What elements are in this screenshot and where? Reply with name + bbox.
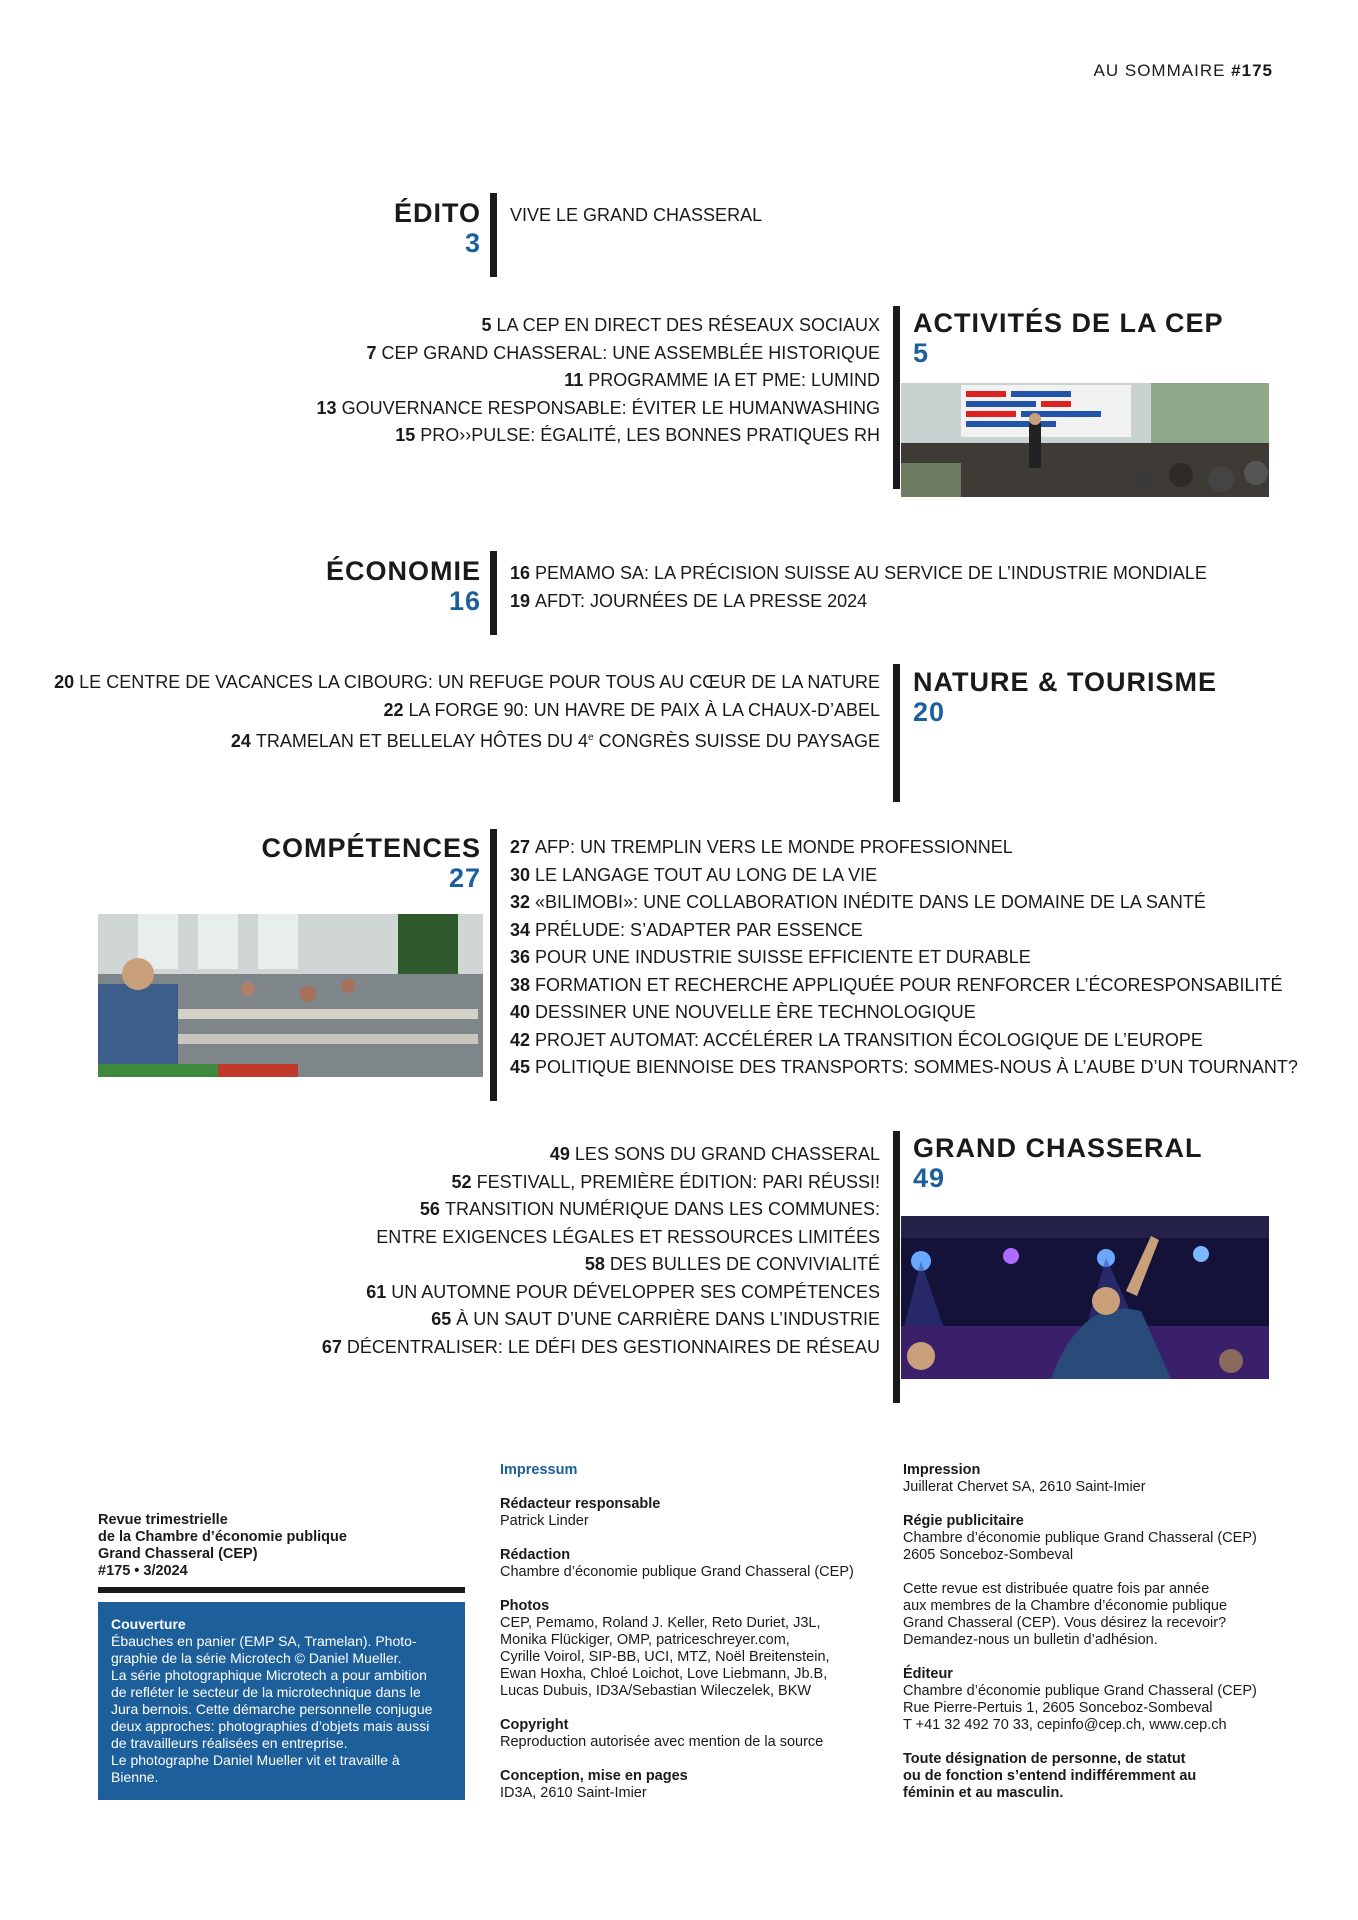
toc-item-text: LA FORGE 90: UN HAVRE DE PAIX À LA CHAUX-D’ABEL	[408, 699, 880, 720]
toc-item-text: DES BULLES DE CONVIVIALITÉ	[609, 1254, 880, 1274]
impressum-text: Demandez-nous un bulletin d’adhésion.	[903, 1632, 1158, 1648]
couverture-title: Couverture	[111, 1616, 186, 1632]
toc-item[interactable]	[510, 999, 1298, 1027]
toc-item-text: POLITIQUE BIENNOISE DES TRANSPORTS: SOMMES-NOUS À L’AUBE D’UN TOURNANT?	[535, 1057, 1298, 1077]
conference-speaker-photo	[901, 383, 1269, 497]
section-competences-list	[510, 834, 1298, 1082]
toc-page: 24	[230, 731, 251, 751]
toc-page: 58	[584, 1254, 605, 1274]
toc-item[interactable]	[510, 1054, 1298, 1082]
toc-item-text: GOUVERNANCE RESPONSABLE: ÉVITER LE HUMANWASHING	[341, 397, 880, 418]
section-divider	[490, 551, 497, 635]
impressum-heading: Régie publicitaire	[903, 1513, 1024, 1529]
impressum-heading: Éditeur	[903, 1666, 953, 1682]
impressum-text: Chambre d’économie publique Grand Chasseral (CEP)	[903, 1530, 1257, 1546]
impressum-column-2	[903, 1462, 1257, 1802]
section-nature-heading	[913, 667, 1217, 727]
concert-stage-photo	[901, 1216, 1269, 1379]
impressum-text: Juillerat Chervet SA, 2610 Saint-Imier	[903, 1479, 1146, 1495]
impressum-text: Reproduction autorisée avec mention de la source	[500, 1734, 824, 1750]
impressum-heading: Conception, mise en pages	[500, 1768, 688, 1784]
toc-item-text: PROGRAMME IA ET PME: LUMIND	[588, 370, 880, 390]
toc-page: 38	[510, 974, 531, 995]
toc-page: 16	[510, 563, 531, 583]
toc-item-text: CEP GRAND CHASSERAL: UNE ASSEMBLÉE HISTORIQUE	[381, 342, 880, 363]
revue-line: Revue trimestrielle	[98, 1512, 228, 1528]
impressum-text: CEP, Pemamo, Roland J. Keller, Reto Duriet, J3L,	[500, 1615, 821, 1631]
toc-page: 42	[510, 1029, 531, 1050]
section-divider	[490, 193, 497, 277]
toc-page: 65	[431, 1309, 452, 1329]
toc-page: 13	[316, 397, 337, 418]
section-page: 20	[913, 697, 946, 727]
toc-item[interactable]	[510, 889, 1298, 917]
toc-page: 30	[510, 864, 531, 885]
toc-item-text: TRAMELAN ET BELLELAY HÔTES DU 4	[255, 731, 589, 751]
toc-item-text: FORMATION ET RECHERCHE APPLIQUÉE POUR RENFORCER L’ÉCORESPONSABILITÉ	[535, 974, 1283, 995]
toc-item[interactable]	[317, 395, 880, 423]
couverture-line: La série photographique Microtech a pour ambition	[111, 1667, 427, 1683]
revue-line: Grand Chasseral (CEP)	[98, 1546, 258, 1562]
impressum-heading: Impression	[903, 1462, 981, 1478]
section-title: ACTIVITÉS DE LA CEP	[913, 308, 1224, 338]
toc-item[interactable]	[54, 724, 880, 756]
toc-item-text: VIVE LE GRAND CHASSERAL	[510, 205, 763, 225]
section-grand-chasseral-heading	[913, 1133, 1203, 1193]
toc-page: 22	[383, 699, 404, 720]
toc-item[interactable]	[322, 1306, 880, 1334]
section-page: 3	[464, 228, 481, 258]
section-activites-list	[317, 312, 880, 450]
toc-page: 27	[510, 837, 531, 857]
toc-page: 49	[549, 1144, 570, 1164]
header-label: AU SOMMAIRE	[1093, 61, 1226, 80]
toc-item-text: AFP: UN TREMPLIN VERS LE MONDE PROFESSIONNEL	[535, 837, 1013, 857]
toc-item-sup: e	[588, 732, 594, 743]
toc-page: 11	[564, 370, 584, 390]
toc-item[interactable]	[510, 560, 1207, 588]
impressum-text: 2605 Sonceboz-Sombeval	[903, 1547, 1074, 1563]
impressum-notice: ou de fonction s’entend indifféremment au	[903, 1768, 1197, 1784]
toc-item-text: ENTRE EXIGENCES LÉGALES ET RESSOURCES LIMITÉES	[376, 1226, 880, 1247]
impressum-column-1	[500, 1462, 854, 1802]
couverture-line: deux approches: photographies d’objets mais aussi	[111, 1718, 430, 1734]
toc-item[interactable]	[510, 588, 1207, 616]
toc-item-text: AFDT: JOURNÉES DE LA PRESSE 2024	[535, 590, 868, 611]
toc-item-text: CONGRÈS SUISSE DU PAYSAGE	[593, 731, 880, 751]
toc-item[interactable]	[317, 422, 880, 450]
toc-item[interactable]	[510, 944, 1298, 972]
toc-item-text: DÉCENTRALISER: LE DÉFI DES GESTIONNAIRES DE RÉSEAU	[346, 1336, 880, 1357]
couverture-line: Ébauches en panier (EMP SA, Tramelan). Photo-	[111, 1633, 417, 1649]
toc-item-text: LES SONS DU GRAND CHASSERAL	[574, 1144, 880, 1164]
toc-page: 15	[395, 425, 416, 445]
section-divider	[893, 664, 900, 802]
section-title: COMPÉTENCES	[261, 833, 481, 863]
toc-item-text: PROJET AUTOMAT: ACCÉLÉRER LA TRANSITION ÉCOLOGIQUE DE L’EUROPE	[535, 1029, 1203, 1050]
section-page: 16	[448, 586, 481, 616]
toc-page: 7	[366, 342, 377, 363]
revue-issue: #175 • 3/2024	[98, 1563, 188, 1579]
toc-item-text: LE LANGAGE TOUT AU LONG DE LA VIE	[535, 864, 878, 885]
toc-item-text: PEMAMO SA: LA PRÉCISION SUISSE AU SERVICE DE L’INDUSTRIE MONDIALE	[535, 563, 1207, 583]
impressum-text: T +41 32 492 70 33, cepinfo@cep.ch, www.cep.ch	[903, 1717, 1227, 1733]
section-competences-heading	[261, 833, 481, 893]
impressum-heading: Rédacteur responsable	[500, 1496, 661, 1512]
section-page: 27	[448, 863, 481, 893]
toc-page: 67	[321, 1336, 342, 1357]
impressum-text: Ewan Hoxha, Chloé Loichot, Love Liebmann, Jb.B,	[500, 1666, 828, 1682]
impressum-text: Chambre d’économie publique Grand Chasseral (CEP)	[500, 1564, 854, 1580]
couverture-line: graphie de la série Microtech © Daniel Mueller.	[111, 1650, 402, 1666]
impressum-text: aux membres de la Chambre d’économie publique	[903, 1598, 1228, 1614]
impressum-heading: Photos	[500, 1598, 550, 1614]
toc-item[interactable]	[510, 917, 1298, 945]
toc-item[interactable]	[510, 862, 1298, 890]
toc-item-text: PRO››PULSE: ÉGALITÉ, LES BONNES PRATIQUES RH	[420, 425, 880, 445]
section-title: GRAND CHASSERAL	[913, 1133, 1203, 1163]
toc-item-text: POUR UNE INDUSTRIE SUISSE EFFICIENTE ET DURABLE	[535, 947, 1031, 967]
couverture-box	[98, 1602, 465, 1800]
toc-item[interactable]	[54, 697, 880, 725]
toc-page: 52	[451, 1171, 472, 1192]
revue-info	[98, 1512, 347, 1580]
section-title: ÉCONOMIE	[325, 556, 481, 586]
couverture-line: Le photographe Daniel Mueller vit et travaille à	[111, 1752, 400, 1768]
impressum-text: Cette revue est distribuée quatre fois par année	[903, 1581, 1210, 1597]
toc-page: 36	[510, 947, 531, 967]
toc-item[interactable]	[322, 1224, 880, 1252]
section-page: 49	[913, 1163, 946, 1193]
toc-page: 5	[481, 315, 492, 335]
toc-item-text: À UN SAUT D’UNE CARRIÈRE DANS L’INDUSTRIE	[456, 1309, 880, 1329]
toc-item[interactable]	[510, 972, 1298, 1000]
toc-item[interactable]	[317, 367, 880, 395]
couverture-line: de travailleurs réalisées en entreprise.	[111, 1735, 348, 1751]
impressum-text: Grand Chasseral (CEP). Vous désirez la recevoir?	[903, 1615, 1227, 1631]
toc-item-text: TRANSITION NUMÉRIQUE DANS LES COMMUNES:	[444, 1199, 880, 1219]
impressum-text: Cyrille Voirol, SIP-BB, UCI, MTZ, Noël Breitenstein,	[500, 1649, 830, 1665]
toc-page: 45	[510, 1057, 531, 1077]
toc-item[interactable]	[54, 669, 880, 697]
revue-divider	[98, 1587, 465, 1593]
couverture-line: Jura bernois. Cette démarche personnelle conjugue	[111, 1701, 433, 1717]
toc-item[interactable]	[322, 1334, 880, 1362]
toc-page: 20	[54, 672, 75, 692]
couverture-line: Bienne.	[111, 1769, 159, 1785]
impressum-text: Rue Pierre-Pertuis 1, 2605 Sonceboz-Sombeval	[903, 1700, 1213, 1716]
toc-item[interactable]	[322, 1196, 880, 1224]
toc-item-text: FESTIVALL, PREMIÈRE ÉDITION: PARI RÉUSSI!	[476, 1171, 880, 1192]
impressum-heading: Copyright	[500, 1717, 569, 1733]
section-activites-heading	[913, 308, 1224, 368]
impressum-text: ID3A, 2610 Saint-Imier	[500, 1785, 647, 1801]
workshop-classroom-photo	[98, 914, 483, 1077]
issue-number: #175	[1231, 61, 1273, 80]
toc-item[interactable]	[322, 1279, 880, 1307]
toc-page: 19	[510, 590, 531, 611]
toc-page: 56	[419, 1199, 440, 1219]
section-divider	[893, 1131, 900, 1403]
toc-item[interactable]	[510, 834, 1298, 862]
section-nature-list	[54, 669, 880, 756]
toc-item[interactable]	[317, 340, 880, 368]
impressum-notice: Toute désignation de personne, de statut	[903, 1751, 1186, 1767]
section-page: 5	[913, 338, 930, 368]
toc-item-text: PRÉLUDE: S’ADAPTER PAR ESSENCE	[535, 919, 863, 940]
toc-item[interactable]	[322, 1251, 880, 1279]
impressum-text: Lucas Dubuis, ID3A/Sebastian Wileczelek, BKW	[500, 1683, 812, 1699]
toc-page: 34	[510, 919, 531, 940]
impressum-text: Monika Flückiger, OMP, patriceschreyer.com,	[500, 1632, 790, 1648]
impressum-heading: Rédaction	[500, 1547, 571, 1563]
impressum-text: Chambre d’économie publique Grand Chasseral (CEP)	[903, 1683, 1257, 1699]
toc-item[interactable]	[510, 202, 762, 230]
section-divider	[893, 306, 900, 489]
revue-line: de la Chambre d’économie publique	[98, 1529, 347, 1545]
toc-page: 40	[510, 1002, 531, 1022]
section-grand-chasseral-list	[322, 1141, 880, 1361]
toc-item-text: UN AUTOMNE POUR DÉVELOPPER SES COMPÉTENCES	[391, 1281, 880, 1302]
toc-item-text: DESSINER UNE NOUVELLE ÈRE TECHNOLOGIQUE	[535, 1002, 976, 1022]
toc-item[interactable]	[317, 312, 880, 340]
toc-item[interactable]	[322, 1141, 880, 1169]
section-title: NATURE & TOURISME	[913, 667, 1218, 697]
toc-item-text: LE CENTRE DE VACANCES LA CIBOURG: UN REFUGE POUR TOUS AU CŒUR DE LA NATURE	[79, 672, 880, 692]
section-divider	[490, 829, 497, 1101]
toc-item[interactable]	[322, 1169, 880, 1197]
section-edito-heading	[394, 198, 481, 258]
impressum-notice: féminin et au masculin.	[903, 1785, 1064, 1801]
section-economie-heading	[326, 556, 481, 616]
couverture-line: de refléter le secteur de la microtechnique dans le	[111, 1684, 421, 1700]
impressum-title: Impressum	[500, 1462, 578, 1478]
impressum-text: Patrick Linder	[500, 1513, 589, 1529]
toc-page: 32	[510, 892, 531, 912]
toc-item-text: «BILIMOBI»: UNE COLLABORATION INÉDITE DANS LE DOMAINE DE LA SANTÉ	[535, 892, 1206, 912]
section-economie-list	[510, 560, 1207, 615]
toc-page: 61	[366, 1281, 387, 1302]
page-header	[1094, 61, 1273, 81]
toc-item-text: LA CEP EN DIRECT DES RÉSEAUX SOCIAUX	[496, 315, 880, 335]
toc-item[interactable]	[510, 1027, 1298, 1055]
section-title: ÉDITO	[393, 198, 481, 228]
